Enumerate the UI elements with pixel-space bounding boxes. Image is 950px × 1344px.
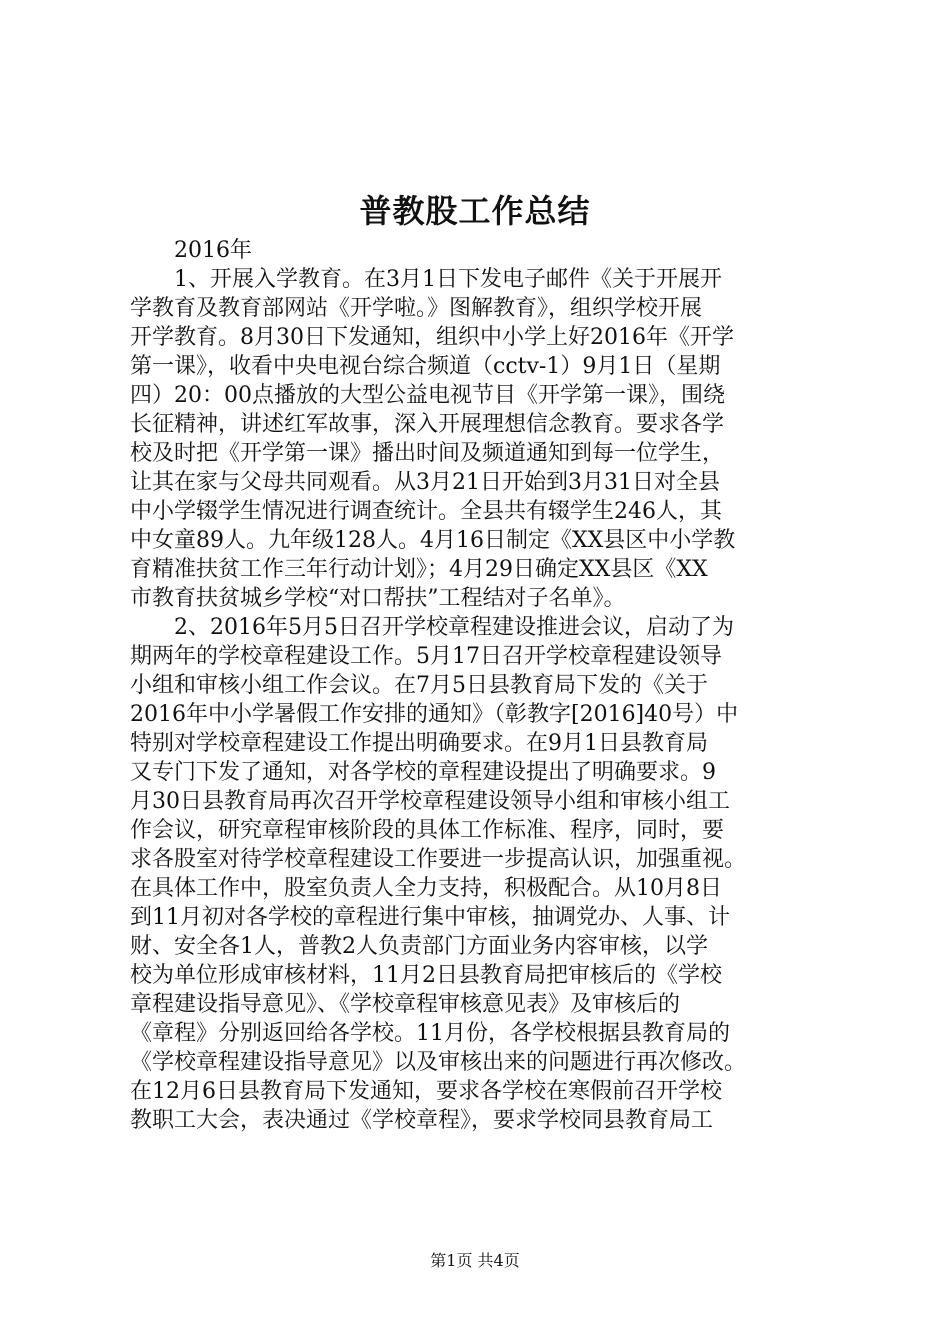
text-line: 市教育扶贫城乡学校“对口帮扶”工程结对子名单》。 — [130, 586, 626, 611]
text-line: 小组和审核小组工作会议。在7月5日县教育局下发的《关于 — [130, 673, 708, 698]
text-line: 《章程》分别返回给各学校。11月份，各学校根据县教育局的 — [130, 1021, 730, 1046]
text-line: 《学校章程建设指导意见》以及审核出来的问题进行再次修改。 — [130, 1050, 747, 1075]
text-line: 到11月初对各学校的章程进行集中审核，抽调党办、人事、计 — [130, 905, 730, 930]
page-number: 第1页 共4页 — [430, 1251, 520, 1270]
text-line: 育精准扶贫工作三年行动计划》；4月29日确定XX县区《XX — [130, 557, 708, 582]
text-line: 2、2016年5月5日召开学校章程建设推进会议，启动了为 — [174, 615, 734, 640]
document-title: 普教股工作总结 — [359, 192, 591, 230]
text-line: 让其在家与父母共同观看。从3月21日开始到3月31日对全县 — [130, 470, 720, 495]
text-line: 校及时把《开学第一课》播出时间及频道通知到每一位学生， — [130, 441, 725, 466]
text-line: 2016年中小学暑假工作安排的通知》（彰教字[2016]40号）中 — [130, 702, 739, 727]
text-line: 教职工大会，表决通过《学校章程》，要求学校同县教育局工 — [130, 1108, 714, 1133]
text-line: 期两年的学校章程建设工作。5月17日召开学校章程建设领导 — [130, 644, 722, 669]
text-line: 校为单位形成审核材料，11月2日县教育局把审核后的《学校 — [130, 963, 722, 988]
text-line: 长征精神，讲述红军故事，深入开展理想信念教育。要求各学 — [130, 412, 725, 437]
text-line: 特别对学校章程建设工作提出明确要求。在9月1日县教育局 — [130, 731, 708, 756]
text-line: 月30日县教育局再次召开学校章程建设领导小组和审核小组工 — [130, 789, 730, 814]
text-line: 1、开展入学教育。在3月1日下发电子邮件《关于开展开 — [174, 267, 722, 292]
text-line: 在具体工作中，股室负责人全力支持，积极配合。从10月8日 — [130, 876, 722, 901]
text-line: 财、安全各1人，普教2人负责部门方面业务内容审核，以学 — [130, 934, 708, 959]
text-line: 四）20：00点播放的大型公益电视节目《开学第一课》，围绕 — [130, 383, 725, 408]
text-line: 开学教育。8月30日下发通知，组织中小学上好2016年《开学 — [130, 325, 734, 350]
text-line: 求各股室对待学校章程建设工作要进一步提高认识，加强重视。 — [130, 847, 747, 872]
text-line: 第一课》，收看中央电视台综合频道（cctv-1）9月1日（星期 — [130, 354, 721, 379]
text-line: 又专门下发了通知，对各学校的章程建设提出了明确要求。9 — [130, 760, 716, 785]
text-line: 2016年 — [174, 238, 252, 263]
text-line: 作会议，研究章程审核阶段的具体工作标准、程序，同时，要 — [130, 818, 725, 843]
text-line: 中女童89人。九年级128人。4月16日制定《XX县区中小学教 — [130, 528, 736, 553]
text-line: 章程建设指导意见》、《学校章程审核意见表》及审核后的 — [130, 992, 681, 1017]
text-line: 中小学辍学生情况进行调查统计。全县共有辍学生246人，其 — [130, 499, 722, 524]
text-line: 学教育及教育部网站《开学啦。》图解教育》，组织学校开展 — [130, 296, 703, 321]
text-line: 在12月6日县教育局下发通知，要求各学校在寒假前召开学校 — [130, 1079, 722, 1104]
document-body — [130, 236, 830, 1135]
